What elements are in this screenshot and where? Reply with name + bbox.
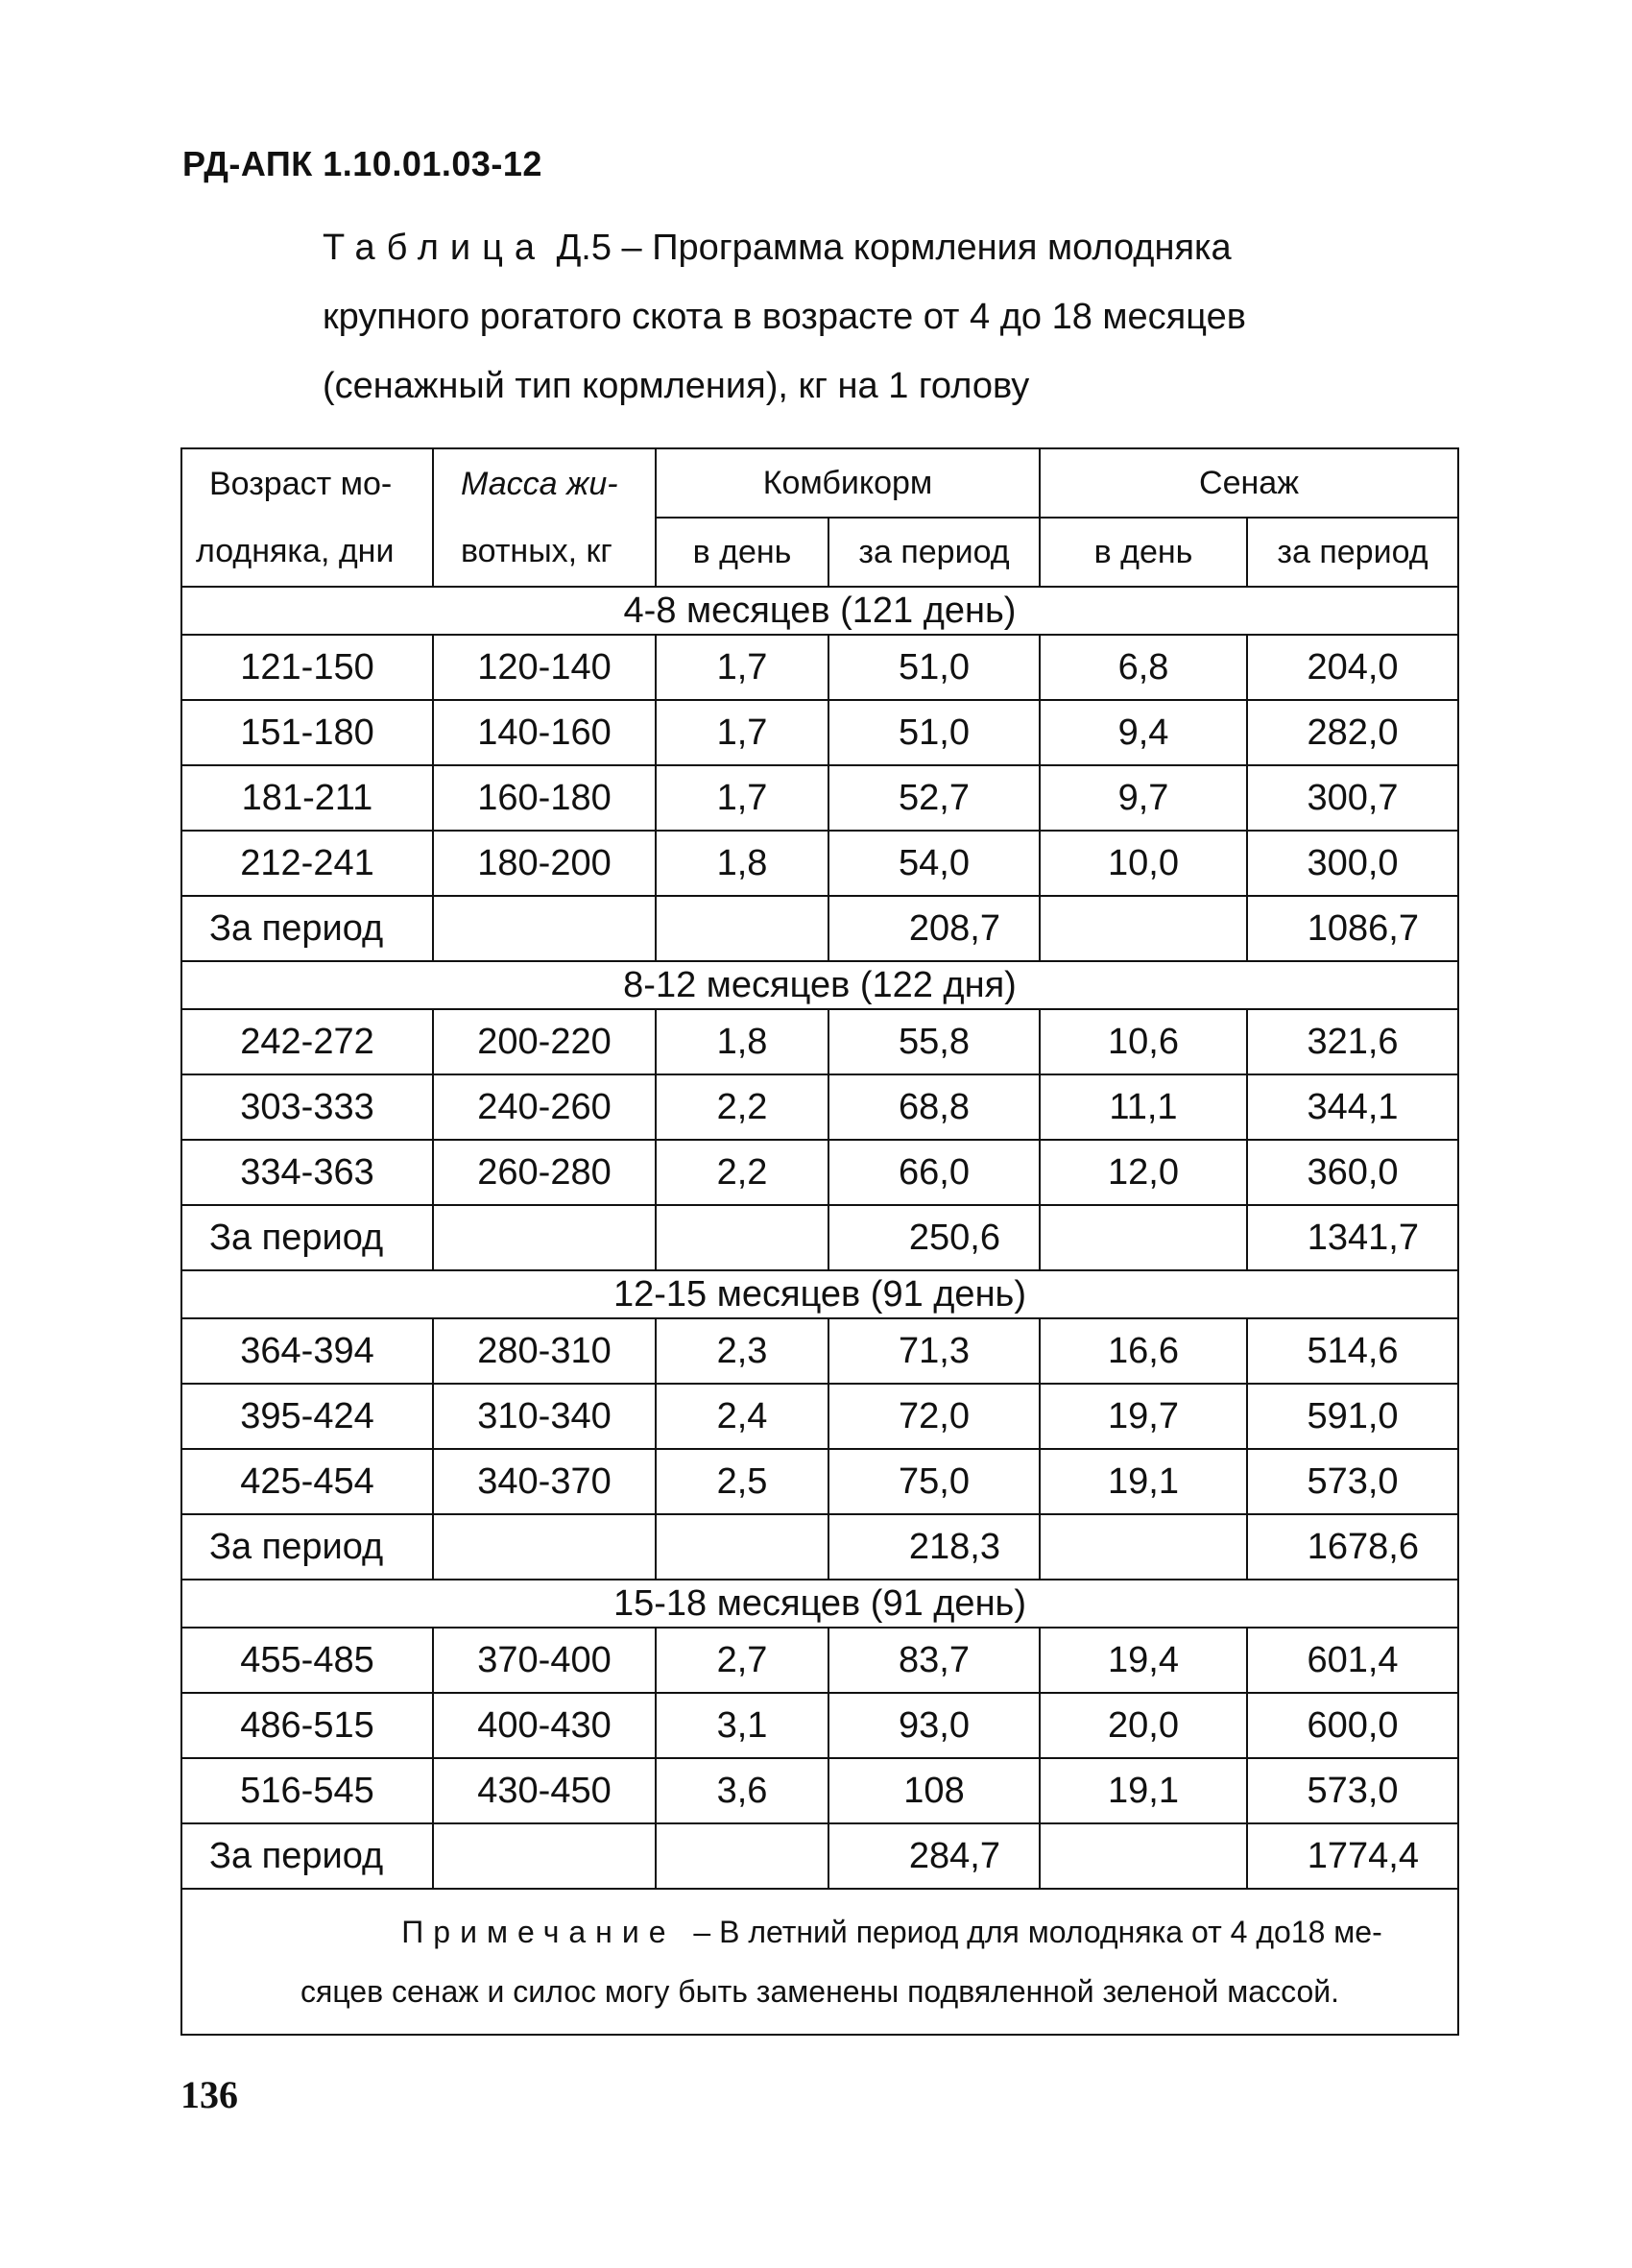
table-row bbox=[181, 1140, 1458, 1205]
section-row bbox=[181, 587, 1458, 635]
mass-cell: 200-220 bbox=[433, 1009, 656, 1074]
feed-per-period-cell: 93,0 bbox=[828, 1693, 1040, 1758]
total-feed-cell: 208,7 bbox=[828, 896, 1040, 961]
silage-per-day-cell: 6,8 bbox=[1040, 635, 1247, 700]
header-silage-per-day: в день bbox=[1040, 518, 1247, 587]
table-note bbox=[181, 1889, 1458, 2035]
mass-cell: 120-140 bbox=[433, 635, 656, 700]
mass-cell: 280-310 bbox=[433, 1318, 656, 1384]
silage-per-day-cell: 11,1 bbox=[1040, 1074, 1247, 1140]
silage-per-period-cell: 573,0 bbox=[1247, 1449, 1458, 1514]
feed-per-day-cell: 2,7 bbox=[656, 1628, 828, 1693]
empty-cell bbox=[1040, 1514, 1247, 1580]
silage-per-period-cell: 300,0 bbox=[1247, 831, 1458, 896]
silage-per-period-cell: 600,0 bbox=[1247, 1693, 1458, 1758]
age-cell: 334-363 bbox=[181, 1140, 433, 1205]
total-row bbox=[181, 1823, 1458, 1889]
total-silage-cell: 1341,7 bbox=[1247, 1205, 1458, 1270]
total-label: За период bbox=[181, 896, 433, 961]
age-cell: 425-454 bbox=[181, 1449, 433, 1514]
total-silage-cell: 1774,4 bbox=[1247, 1823, 1458, 1889]
total-label: За период bbox=[181, 1823, 433, 1889]
feed-per-day-cell: 2,4 bbox=[656, 1384, 828, 1449]
silage-per-day-cell: 19,7 bbox=[1040, 1384, 1247, 1449]
silage-per-period-cell: 300,7 bbox=[1247, 765, 1458, 831]
empty-cell bbox=[433, 1514, 656, 1580]
total-row bbox=[181, 1205, 1458, 1270]
mass-cell: 260-280 bbox=[433, 1140, 656, 1205]
mass-cell: 370-400 bbox=[433, 1628, 656, 1693]
total-feed-cell: 284,7 bbox=[828, 1823, 1040, 1889]
note-text-1: – В летний период для молодняка от 4 до18 ме- bbox=[693, 1915, 1382, 1949]
feed-per-day-cell: 1,7 bbox=[656, 765, 828, 831]
feed-per-day-cell: 3,6 bbox=[656, 1758, 828, 1823]
silage-per-day-cell: 9,7 bbox=[1040, 765, 1247, 831]
header-age: Возраст мо- лодняка, дни bbox=[181, 448, 433, 587]
header-feed-per-period: за период bbox=[828, 518, 1040, 587]
age-cell: 242-272 bbox=[181, 1009, 433, 1074]
mass-cell: 400-430 bbox=[433, 1693, 656, 1758]
table-row bbox=[181, 700, 1458, 765]
empty-cell bbox=[433, 1205, 656, 1270]
total-feed-cell: 218,3 bbox=[828, 1514, 1040, 1580]
caption-line-1 bbox=[323, 213, 1494, 282]
age-cell: 121-150 bbox=[181, 635, 433, 700]
silage-per-day-cell: 20,0 bbox=[1040, 1693, 1247, 1758]
silage-per-day-cell: 16,6 bbox=[1040, 1318, 1247, 1384]
mass-cell: 240-260 bbox=[433, 1074, 656, 1140]
age-cell: 151-180 bbox=[181, 700, 433, 765]
caption-line-2: крупного рогатого скота в возрасте от 4 до 18 месяцев bbox=[323, 297, 1246, 337]
age-cell: 364-394 bbox=[181, 1318, 433, 1384]
feed-per-period-cell: 71,3 bbox=[828, 1318, 1040, 1384]
section-title: 15-18 месяцев (91 день) bbox=[181, 1580, 1458, 1628]
feed-per-period-cell: 83,7 bbox=[828, 1628, 1040, 1693]
empty-cell bbox=[1040, 1823, 1247, 1889]
age-cell: 455-485 bbox=[181, 1628, 433, 1693]
section-row bbox=[181, 961, 1458, 1009]
table-caption bbox=[323, 213, 1494, 421]
empty-cell bbox=[1040, 896, 1247, 961]
table-row bbox=[181, 765, 1458, 831]
silage-per-period-cell: 282,0 bbox=[1247, 700, 1458, 765]
feed-per-day-cell: 2,2 bbox=[656, 1140, 828, 1205]
age-cell: 212-241 bbox=[181, 831, 433, 896]
feed-per-period-cell: 51,0 bbox=[828, 700, 1040, 765]
total-silage-cell: 1086,7 bbox=[1247, 896, 1458, 961]
table-row bbox=[181, 1074, 1458, 1140]
feed-per-period-cell: 66,0 bbox=[828, 1140, 1040, 1205]
silage-per-day-cell: 12,0 bbox=[1040, 1140, 1247, 1205]
total-label: За период bbox=[181, 1514, 433, 1580]
header-mass: Масса жи- вотных, кг bbox=[433, 448, 656, 587]
mass-cell: 310-340 bbox=[433, 1384, 656, 1449]
feed-per-period-cell: 108 bbox=[828, 1758, 1040, 1823]
silage-per-period-cell: 344,1 bbox=[1247, 1074, 1458, 1140]
caption-line-3: (сенажный тип кормления), кг на 1 голову bbox=[323, 366, 1030, 406]
age-cell: 395-424 bbox=[181, 1384, 433, 1449]
silage-per-day-cell: 19,1 bbox=[1040, 1449, 1247, 1514]
caption-lead: Таблица bbox=[323, 228, 546, 268]
feeding-program-table bbox=[180, 447, 1459, 2036]
feed-per-day-cell: 3,1 bbox=[656, 1693, 828, 1758]
table-row bbox=[181, 1693, 1458, 1758]
document-code: РД-АПК 1.10.01.03-12 bbox=[182, 144, 542, 183]
silage-per-period-cell: 591,0 bbox=[1247, 1384, 1458, 1449]
silage-per-day-cell: 10,6 bbox=[1040, 1009, 1247, 1074]
table-row bbox=[181, 635, 1458, 700]
table-row bbox=[181, 1758, 1458, 1823]
feed-per-period-cell: 52,7 bbox=[828, 765, 1040, 831]
silage-per-period-cell: 321,6 bbox=[1247, 1009, 1458, 1074]
table-row bbox=[181, 1449, 1458, 1514]
feed-per-day-cell: 2,2 bbox=[656, 1074, 828, 1140]
age-cell: 181-211 bbox=[181, 765, 433, 831]
total-feed-cell: 250,6 bbox=[828, 1205, 1040, 1270]
feed-per-day-cell: 1,8 bbox=[656, 831, 828, 896]
silage-per-day-cell: 9,4 bbox=[1040, 700, 1247, 765]
feed-per-day-cell: 1,8 bbox=[656, 1009, 828, 1074]
table-row bbox=[181, 1384, 1458, 1449]
feed-per-day-cell: 2,5 bbox=[656, 1449, 828, 1514]
table-body bbox=[181, 587, 1458, 1889]
section-row bbox=[181, 1270, 1458, 1318]
feed-per-period-cell: 75,0 bbox=[828, 1449, 1040, 1514]
mass-cell: 340-370 bbox=[433, 1449, 656, 1514]
feed-per-period-cell: 51,0 bbox=[828, 635, 1040, 700]
table-row bbox=[181, 1009, 1458, 1074]
silage-per-day-cell: 10,0 bbox=[1040, 831, 1247, 896]
age-cell: 516-545 bbox=[181, 1758, 433, 1823]
mass-cell: 160-180 bbox=[433, 765, 656, 831]
feed-per-period-cell: 55,8 bbox=[828, 1009, 1040, 1074]
silage-per-period-cell: 573,0 bbox=[1247, 1758, 1458, 1823]
section-title: 8-12 месяцев (122 дня) bbox=[181, 961, 1458, 1009]
table-row bbox=[181, 1318, 1458, 1384]
feed-per-period-cell: 72,0 bbox=[828, 1384, 1040, 1449]
mass-cell: 180-200 bbox=[433, 831, 656, 896]
feed-per-day-cell: 1,7 bbox=[656, 635, 828, 700]
empty-cell bbox=[433, 1823, 656, 1889]
empty-cell bbox=[656, 896, 828, 961]
table-row bbox=[181, 831, 1458, 896]
header-silage-per-period: за период bbox=[1247, 518, 1458, 587]
feed-per-period-cell: 54,0 bbox=[828, 831, 1040, 896]
age-cell: 303-333 bbox=[181, 1074, 433, 1140]
empty-cell bbox=[656, 1514, 828, 1580]
total-row bbox=[181, 896, 1458, 961]
caption-title: Д.5 – Программа кормления молодняка bbox=[556, 228, 1232, 268]
mass-cell: 430-450 bbox=[433, 1758, 656, 1823]
silage-per-day-cell: 19,4 bbox=[1040, 1628, 1247, 1693]
header-feed-per-day: в день bbox=[656, 518, 828, 587]
silage-per-period-cell: 514,6 bbox=[1247, 1318, 1458, 1384]
silage-per-period-cell: 360,0 bbox=[1247, 1140, 1458, 1205]
total-label: За период bbox=[181, 1205, 433, 1270]
feed-per-day-cell: 1,7 bbox=[656, 700, 828, 765]
total-silage-cell: 1678,6 bbox=[1247, 1514, 1458, 1580]
empty-cell bbox=[656, 1205, 828, 1270]
silage-per-period-cell: 204,0 bbox=[1247, 635, 1458, 700]
section-row bbox=[181, 1580, 1458, 1628]
mass-cell: 140-160 bbox=[433, 700, 656, 765]
silage-per-period-cell: 601,4 bbox=[1247, 1628, 1458, 1693]
feed-per-day-cell: 2,3 bbox=[656, 1318, 828, 1384]
page-number: 136 bbox=[180, 2073, 238, 2116]
section-title: 4-8 месяцев (121 день) bbox=[181, 587, 1458, 635]
empty-cell bbox=[433, 896, 656, 961]
table-row bbox=[181, 1628, 1458, 1693]
note-head: Примечание bbox=[401, 1915, 676, 1949]
header-silage: Сенаж bbox=[1040, 448, 1458, 518]
total-row bbox=[181, 1514, 1458, 1580]
section-title: 12-15 месяцев (91 день) bbox=[181, 1270, 1458, 1318]
empty-cell bbox=[656, 1823, 828, 1889]
age-cell: 486-515 bbox=[181, 1693, 433, 1758]
silage-per-day-cell: 19,1 bbox=[1040, 1758, 1247, 1823]
header-feed: Комбикорм bbox=[656, 448, 1040, 518]
note-text-2: сяцев сенаж и силос могу быть заменены подвяленной зеленой массой. bbox=[300, 1974, 1339, 2009]
empty-cell bbox=[1040, 1205, 1247, 1270]
feed-per-period-cell: 68,8 bbox=[828, 1074, 1040, 1140]
